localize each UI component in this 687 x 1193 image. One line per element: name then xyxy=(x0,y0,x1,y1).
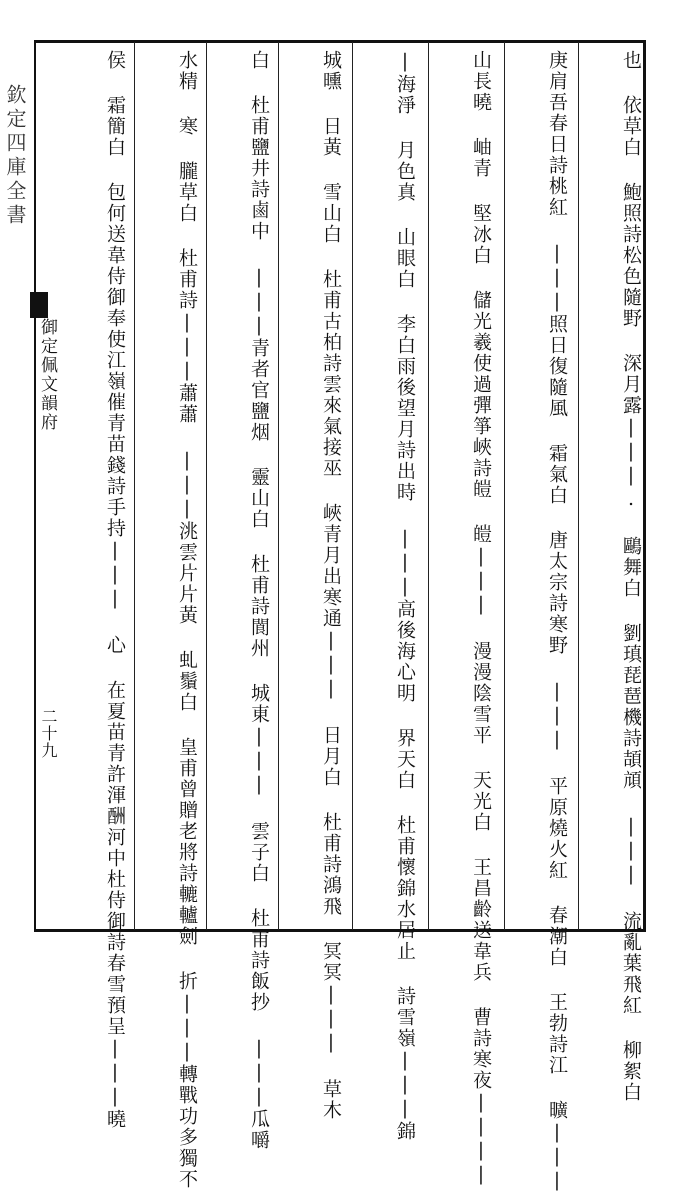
column-rule xyxy=(206,42,207,930)
text-column-5: 城曛 日黃 雪山白 杜甫古柏詩雲來氣接巫 峽青月出寒通||| 日月白 杜甫詩鴻飛 冥冥||| 草木 xyxy=(320,50,342,1121)
column-rule xyxy=(352,42,353,930)
text-column-7: 水精 寒 朧草白 杜甫詩|||蕭蕭 |||洮雲片片黃 虬鬚白 皇甫曾贈老將詩轆轤劍 折|||轉戰功多獨不 xyxy=(176,50,198,1190)
column-rule xyxy=(578,42,579,930)
column-rule xyxy=(504,42,505,930)
margin-title: 欽定四庫全書 xyxy=(3,84,27,228)
column-rule xyxy=(428,42,429,930)
column-rule xyxy=(278,42,279,930)
text-column-6: 白 杜甫鹽井詩鹵中 |||青者官鹽烟 靈山白 杜甫詩閬州 城東||| 雲子白 杜甫詩飯抄 |||瓜嚼 xyxy=(248,50,270,1151)
page-number: 二十九 xyxy=(39,708,58,759)
text-column-1: 也 依草白 鮑照詩松色隨野 深月露|||. 鷗舞白 劉瑱琵琶機詩頡頏 ||| 流亂葉飛紅 柳絮白 xyxy=(620,50,642,1103)
text-column-8: 侯 霜簡白 包何送韋侍御奉使江嶺催青苗錢詩手持||| 心 在夏苗青許渾酬河中杜侍御詩春雪預呈|||曉 xyxy=(104,50,126,1130)
column-rule xyxy=(134,42,135,930)
margin-column xyxy=(0,40,34,932)
book-title: 御定佩文韻府 xyxy=(37,318,57,432)
text-column-3: 山長曉 岫青 堅冰白 儲光羲使過彈箏峽詩皚 皚||| 漫漫陰雪平 天光白 王昌齡送韋兵 曹詩寒夜|||| xyxy=(470,50,492,1187)
text-column-2: 庚肩吾春日詩桃紅 |||照日復隨風 霜氣白 唐太宗詩寒野 ||| 平原燒火紅 春潮白 王勃詩江 曠||| xyxy=(546,50,568,1193)
text-column-4: |海淨 月色真 山眼白 李白雨後望月詩出時 |||高後海心明 界天白 杜甫懷錦水居止 詩雪嶺|||錦 xyxy=(394,50,416,1142)
